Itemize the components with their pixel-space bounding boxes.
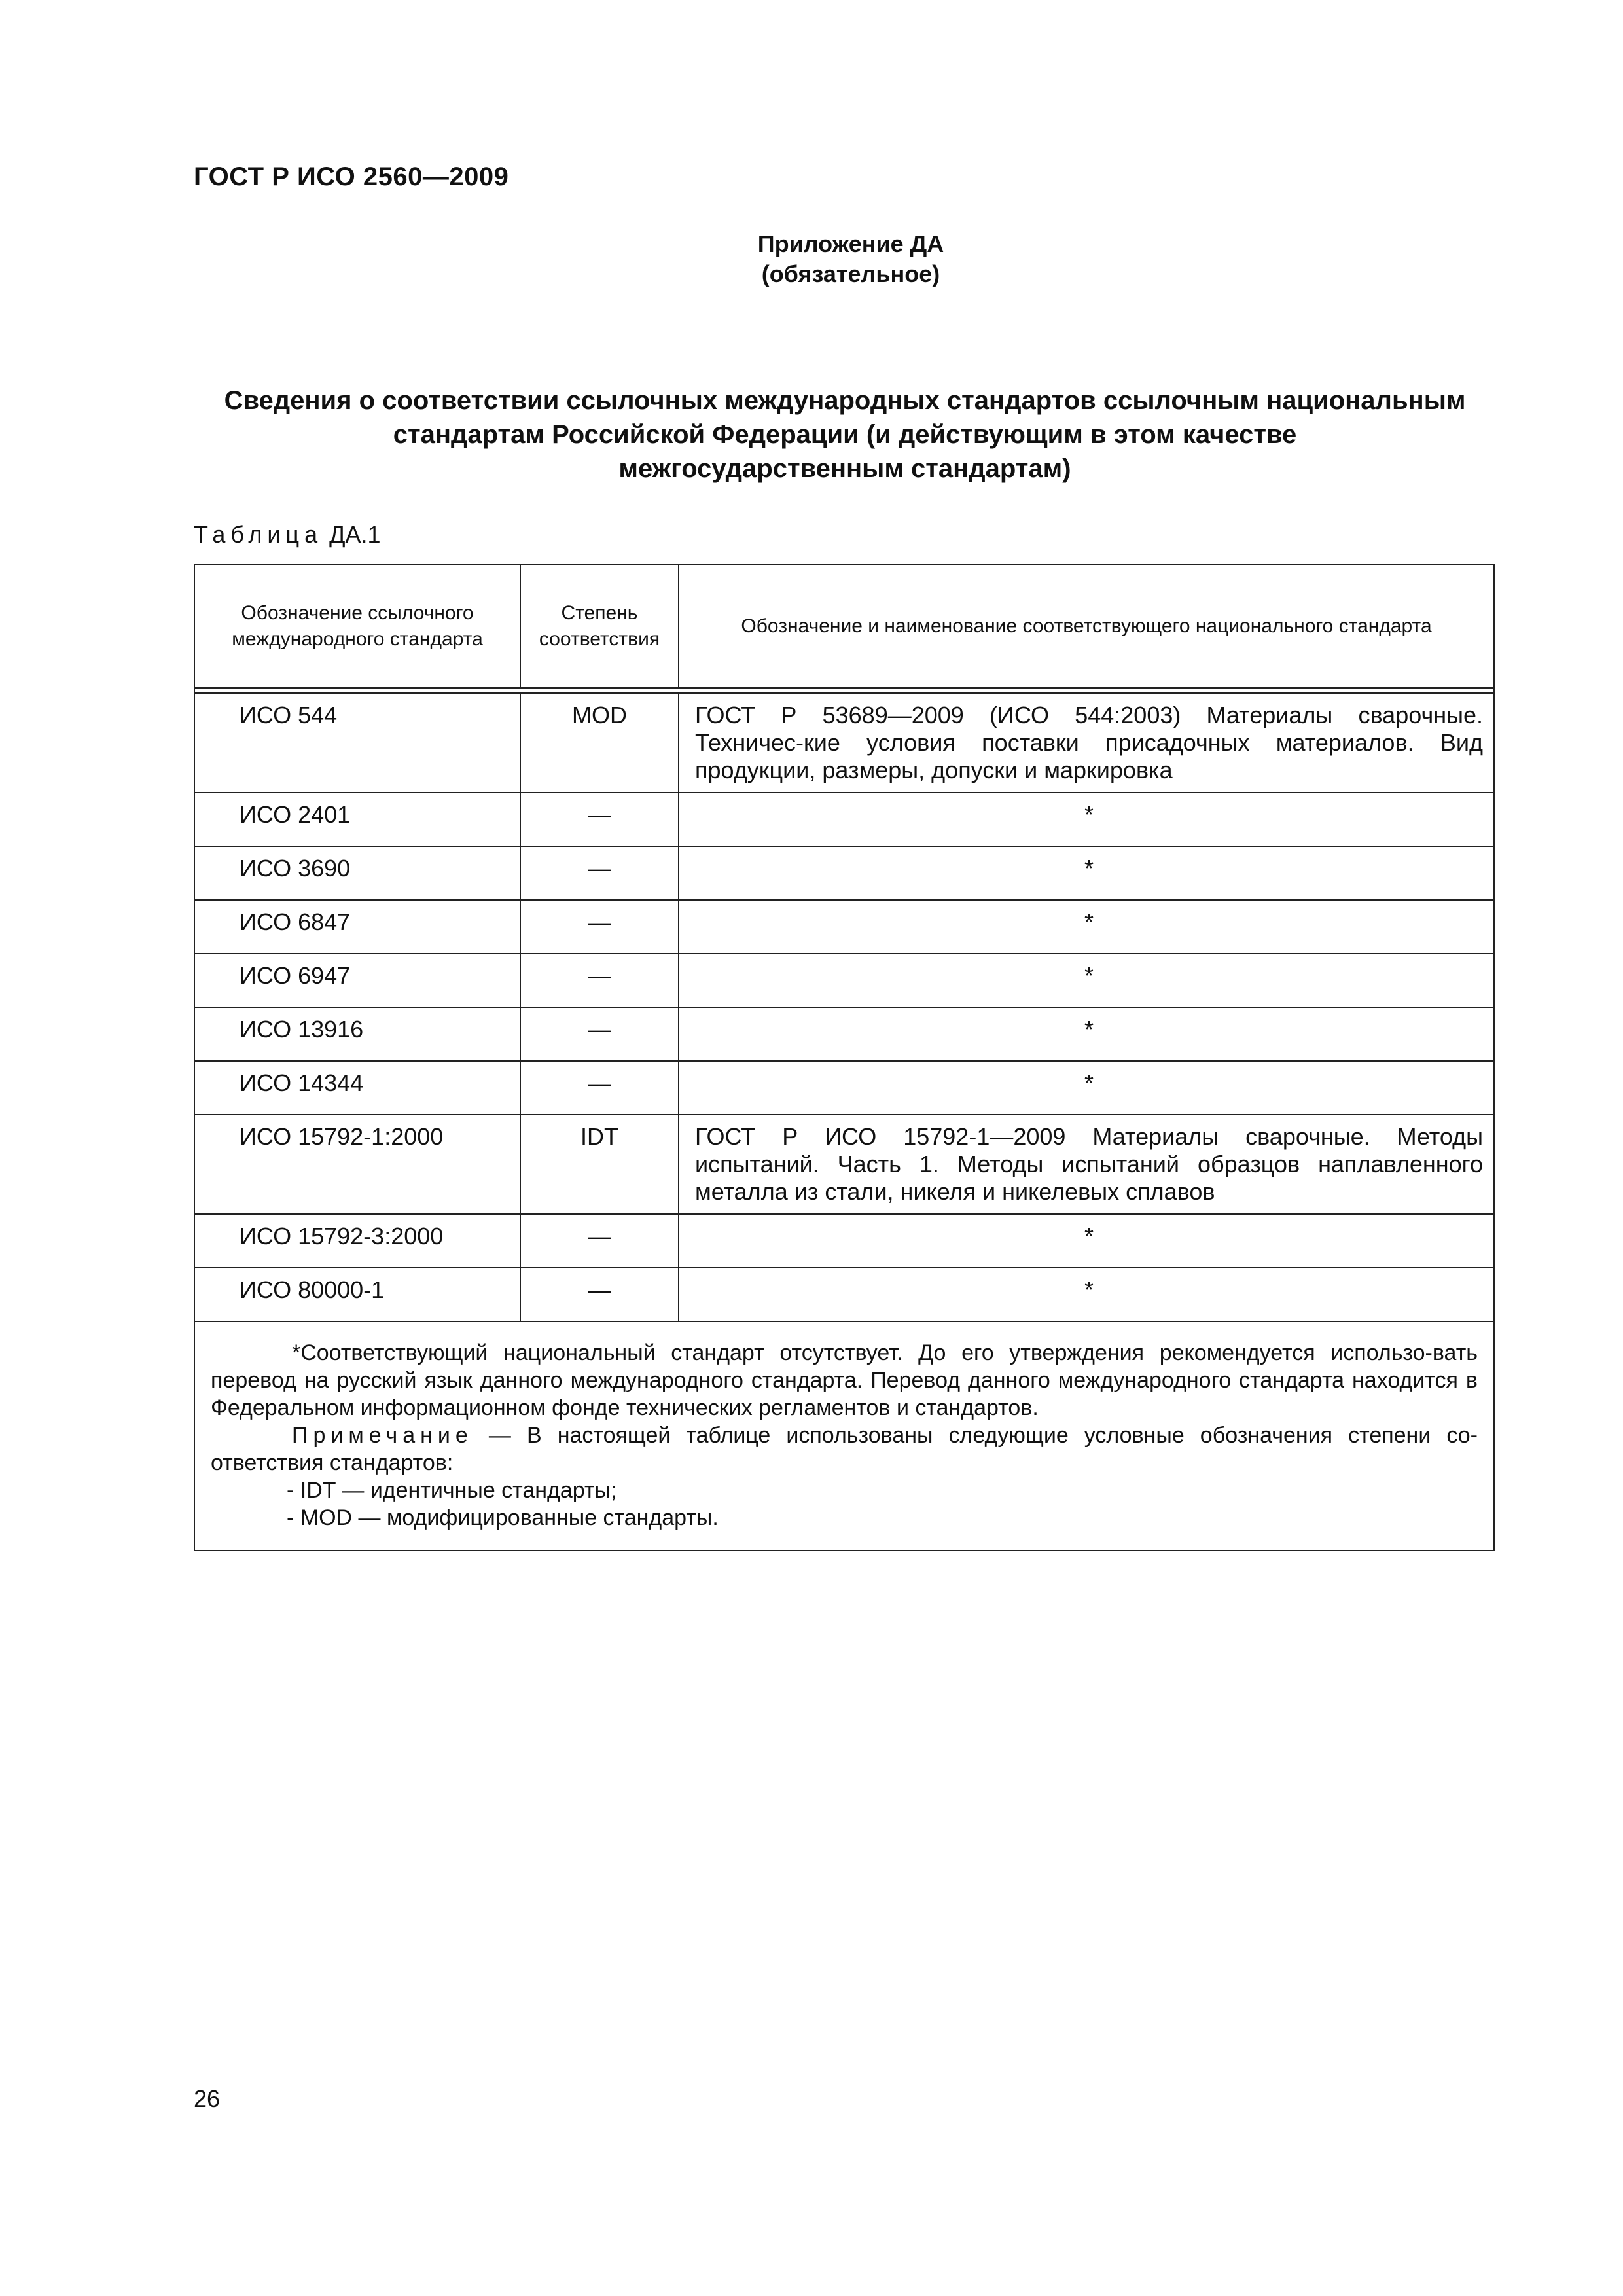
table-row (194, 693, 1494, 793)
cell-ref: ИСО 544 (194, 693, 520, 793)
cell-degree: — (520, 1007, 679, 1061)
cell-national: ГОСТ Р 53689—2009 (ИСО 544:2003) Материалы сварочные. Техничес-кие условия поставки присадочных материалов. Вид продукции, размеры, допуски и маркировка (679, 693, 1494, 793)
cell-degree: MOD (520, 693, 679, 793)
header-separator (194, 688, 1494, 693)
header-international-standard: Обозначение ссылочного международного стандарта (194, 565, 520, 688)
cell-ref: ИСО 15792-1:2000 (194, 1115, 520, 1214)
cell-ref: ИСО 13916 (194, 1007, 520, 1061)
cell-ref: ИСО 15792-3:2000 (194, 1214, 520, 1268)
cell-ref: ИСО 3690 (194, 846, 520, 900)
cell-degree: — (520, 954, 679, 1007)
table-row (194, 1214, 1494, 1268)
note-item-idt: - IDT — идентичные стандарты; (287, 1478, 617, 1503)
table-label-number: ДА.1 (323, 521, 381, 548)
cell-ref: ИСО 80000-1 (194, 1268, 520, 1321)
cell-national: * (679, 1214, 1494, 1268)
page-number: 26 (194, 2085, 221, 2112)
appendix-status: (обязательное) (761, 260, 940, 287)
table-footnote (194, 1321, 1494, 1551)
appendix-title: Приложение ДА (757, 230, 944, 257)
cell-degree: — (520, 900, 679, 954)
cell-national: * (679, 793, 1494, 846)
cell-national: * (679, 1061, 1494, 1115)
cell-ref: ИСО 14344 (194, 1061, 520, 1115)
cell-ref: ИСО 6847 (194, 900, 520, 954)
note-paragraph (211, 1422, 1478, 1477)
cell-degree: — (520, 1061, 679, 1115)
cell-degree: — (520, 1214, 679, 1268)
header-national-standard: Обозначение и наименование соответствующего национального стандарта (679, 565, 1494, 688)
cell-degree: IDT (520, 1115, 679, 1214)
table-row (194, 1007, 1494, 1061)
table-row (194, 793, 1494, 846)
note-text: — В настоящей таблице использованы следующие условные обозначения степени со-ответствия стандартов: (211, 1423, 1478, 1475)
table-row (194, 1061, 1494, 1115)
note-word: Примечание (292, 1423, 473, 1448)
footnote-text: *Соответствующий национальный стандарт отсутствует. До его утверждения рекомендуется использо-вать перевод на русский язык данного международного стандарта. Перевод данного международного стандарта находится в Федеральном информационном фонде технических регламентов и стандартов. (211, 1340, 1478, 1420)
reference-standards-table (194, 564, 1495, 1551)
table-row (194, 900, 1494, 954)
table-row (194, 1268, 1494, 1321)
table-footnote-row (194, 1321, 1494, 1551)
table-row (194, 954, 1494, 1007)
cell-degree: — (520, 846, 679, 900)
cell-national: * (679, 900, 1494, 954)
header-degree: Степень соответствия (520, 565, 679, 688)
section-title-line-2: стандартам Российской Федерации (и действующим в этом качестве (393, 420, 1297, 449)
table-header-row (194, 565, 1494, 688)
cell-national: * (679, 846, 1494, 900)
cell-degree: — (520, 793, 679, 846)
cell-national: ГОСТ Р ИСО 15792-1—2009 Материалы сварочные. Методы испытаний. Часть 1. Методы испытаний образцов наплавленного металла из стали, никеля и никелевых сплавов (679, 1115, 1494, 1214)
cell-ref: ИСО 2401 (194, 793, 520, 846)
cell-degree: — (520, 1268, 679, 1321)
table-label-word: Таблица (194, 521, 323, 548)
section-title-line-3: межгосударственным стандартам) (618, 454, 1071, 483)
table-row (194, 846, 1494, 900)
cell-national: * (679, 1007, 1494, 1061)
table-row (194, 1115, 1494, 1214)
cell-ref: ИСО 6947 (194, 954, 520, 1007)
table-label (194, 521, 381, 548)
document-code: ГОСТ Р ИСО 2560—2009 (194, 162, 509, 191)
section-title-line-1: Сведения о соответствии ссылочных международных стандартов ссылочным национальным (224, 386, 1466, 415)
note-item-mod: - MOD — модифицированные стандарты. (287, 1505, 719, 1530)
cell-national: * (679, 954, 1494, 1007)
cell-national: * (679, 1268, 1494, 1321)
